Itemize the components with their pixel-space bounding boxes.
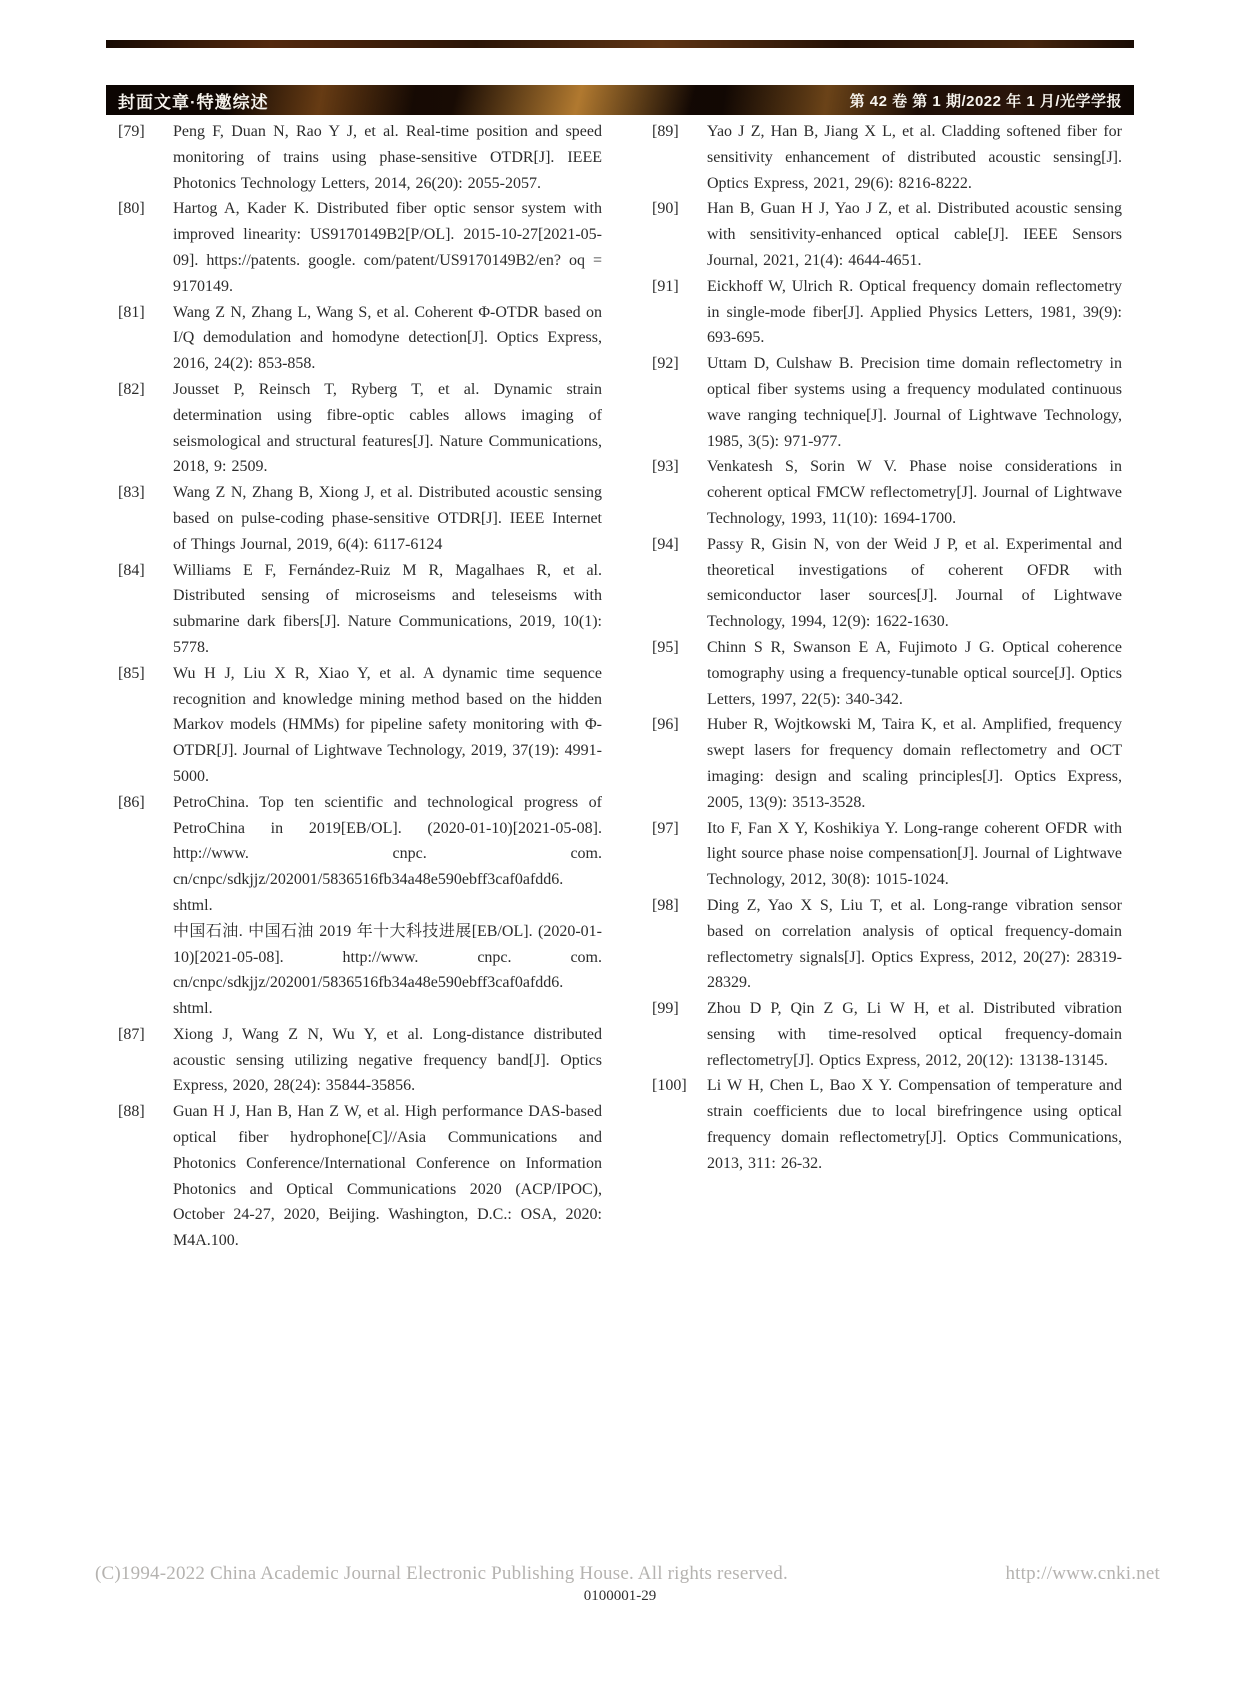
reference-number: [79] [118, 123, 145, 140]
reference-item [118, 558, 602, 661]
reference-paragraph: Zhou D P, Qin Z G, Li W H, et al. Distributed vibration sensing with time-resolved optical frequency-domain reflectometry[J]. Optics Express, 2012, 20(12): 13138-13145. [707, 1000, 1122, 1069]
reference-number: [84] [118, 561, 145, 579]
reference-number: [91] [652, 277, 679, 295]
reference-text [173, 558, 602, 661]
reference-number: [92] [652, 355, 679, 373]
reference-number: [83] [118, 484, 145, 502]
reference-number: [98] [652, 896, 679, 914]
reference-text [707, 196, 1122, 273]
header-bar [106, 85, 1134, 115]
reference-paragraph: Uttam D, Culshaw B. Precision time domain reflectometry in optical fiber systems using a frequency modulated continuous wave ranging technique[J]. Journal of Lightwave Technology, 1985, 3(5): 971-977. [707, 355, 1122, 450]
reference-paragraph: Williams E F, Fernández-Ruiz M R, Magalhaes R, et al. Distributed sensing of microseisms and teleseisms with submarine dark fibers[J]. Nature Communications, 2019, 10(1): 5778. [173, 561, 602, 656]
reference-text [707, 454, 1122, 531]
reference-text [173, 1022, 602, 1099]
reference-paragraph: 中国石油. 中国石油 2019 年十大科技进展[EB/OL]. (2020-01-10)[2021-05-08]. http://www. cnpc. com. cn/cnpc/sdkjjz/202001/5836516fb34a48e590ebff3caf0afdd6. shtml. [173, 922, 602, 1018]
reference-number: [85] [118, 664, 145, 682]
reference-number: [93] [652, 458, 679, 476]
reference-number: [99] [652, 1000, 679, 1018]
reference-text [707, 635, 1122, 712]
reference-item [652, 274, 1122, 351]
header-section-title: 封面文章·特邀综述 [118, 92, 269, 112]
reference-number: [100] [652, 1077, 687, 1095]
reference-paragraph: Eickhoff W, Ulrich R. Optical frequency domain reflectometry in single-mode fiber[J]. Applied Physics Letters, 1981, 39(9): 693-695. [707, 277, 1122, 347]
reference-text [707, 274, 1122, 351]
reference-item [118, 1099, 602, 1254]
reference-paragraph: Venkatesh S, Sorin W V. Phase noise considerations in coherent optical FMCW reflectometry[J]. Journal of Lightwave Technology, 1993, 11(10): 1694-1700. [707, 458, 1122, 527]
reference-number: [87] [118, 1025, 145, 1043]
reference-number: [95] [652, 638, 679, 656]
reference-paragraph: Peng F, Duan N, Rao Y J, et al. Real-time position and speed monitoring of trains using phase-sensitive OTDR[J]. IEEE Photonics Technology Letters, 2014, 26(20): 2055-2057. [173, 123, 602, 192]
reference-text [173, 196, 602, 299]
reference-number: [97] [652, 819, 679, 837]
reference-paragraph: Huber R, Wojtkowski M, Taira K, et al. Amplified, frequency swept lasers for frequency domain reflectometry and OCT imaging: design and scaling principles[J]. Optics Express, 2005, 13(9): 3513-3528. [707, 716, 1122, 811]
reference-text [173, 300, 602, 377]
reference-text [707, 893, 1122, 996]
reference-text [707, 351, 1122, 454]
reference-item [652, 532, 1122, 635]
references-section [118, 119, 1122, 1254]
reference-paragraph: Xiong J, Wang Z N, Wu Y, et al. Long-distance distributed acoustic sensing utilizing negative frequency band[J]. Optics Express, 2020, 28(24): 35844-35856. [173, 1025, 602, 1095]
reference-paragraph: Wang Z N, Zhang B, Xiong J, et al. Distributed acoustic sensing based on pulse-coding phase-sensitive OTDR[J]. IEEE Internet of Things Journal, 2019, 6(4): 6117-6124 [173, 484, 602, 553]
reference-text [173, 1099, 602, 1254]
reference-paragraph: Yao J Z, Han B, Jiang X L, et al. Cladding softened fiber for sensitivity enhancement of distributed acoustic sensing[J]. Optics Express, 2021, 29(6): 8216-8222. [707, 123, 1122, 192]
reference-number: [94] [652, 535, 679, 553]
reference-text [707, 816, 1122, 893]
reference-item [118, 1022, 602, 1099]
copyright-notice: (C)1994-2022 China Academic Journal Electronic Publishing House. All rights reserved. [95, 1563, 788, 1584]
reference-text [707, 996, 1122, 1073]
reference-item [652, 893, 1122, 996]
reference-item [652, 996, 1122, 1073]
reference-paragraph: Chinn S R, Swanson E A, Fujimoto J G. Optical coherence tomography using a frequency-tunable optical source[J]. Optics Letters, 1997, 22(5): 340-342. [707, 638, 1122, 708]
reference-paragraph: Li W H, Chen L, Bao X Y. Compensation of temperature and strain coefficients due to local birefringence using optical frequency domain reflectometry[J]. Optics Communications, 2013, 311: 26-32. [707, 1077, 1122, 1172]
reference-paragraph: PetroChina. Top ten scientific and technological progress of PetroChina in 2019[EB/OL]. (2020-01-10)[2021-05-08]. http://www. cnpc. com. cn/cnpc/sdkjjz/202001/5836516fb34a48e590ebff3caf0afdd6. shtml. [173, 793, 602, 914]
reference-text [173, 119, 602, 196]
references-column-left [118, 119, 602, 1254]
reference-item [652, 816, 1122, 893]
header-issue-info: 第 42 卷 第 1 期/2022 年 1 月/光学学报 [849, 92, 1122, 110]
reference-item [652, 196, 1122, 273]
reference-item [118, 119, 602, 196]
reference-item [118, 790, 602, 1022]
reference-item [652, 1073, 1122, 1176]
reference-number: [89] [652, 123, 679, 140]
reference-item [652, 635, 1122, 712]
reference-number: [82] [118, 380, 145, 398]
cnki-url: http://www.cnki.net [1005, 1563, 1160, 1584]
reference-item [118, 661, 602, 790]
reference-text [173, 790, 602, 1022]
reference-number: [90] [652, 200, 679, 218]
reference-number: [80] [118, 200, 145, 218]
reference-paragraph: Ding Z, Yao X S, Liu T, et al. Long-range vibration sensor based on correlation analysis of optical frequency-domain reflectometry signals[J]. Optics Express, 2012, 20(27): 28319-28329. [707, 896, 1122, 992]
reference-item [118, 196, 602, 299]
reference-text [707, 119, 1122, 196]
reference-paragraph: Hartog A, Kader K. Distributed fiber optic sensor system with improved linearity: US9170149B2[P/OL]. 2015-10-27[2021-05-09]. https://patents. google. com/patent/US9170149B2/en? oq = 9170149. [173, 200, 602, 295]
reference-item [118, 377, 602, 480]
reference-text [173, 377, 602, 480]
reference-paragraph: Han B, Guan H J, Yao J Z, et al. Distributed acoustic sensing with sensitivity-enhanced optical cable[J]. IEEE Sensors Journal, 2021, 21(4): 4644-4651. [707, 200, 1122, 269]
reference-item [118, 480, 602, 557]
references-column-right [652, 119, 1122, 1254]
decorative-top-strip [106, 40, 1134, 48]
reference-paragraph: Wang Z N, Zhang L, Wang S, et al. Coherent Φ-OTDR based on I/Q demodulation and homodyne detection[J]. Optics Express, 2016, 24(2): 853-858. [173, 303, 602, 373]
reference-number: [81] [118, 303, 145, 321]
reference-paragraph: Ito F, Fan X Y, Koshikiya Y. Long-range coherent OFDR with light source phase noise compensation[J]. Journal of Lightwave Technology, 2012, 30(8): 1015-1024. [707, 819, 1122, 889]
reference-item [652, 119, 1122, 196]
reference-item [652, 712, 1122, 815]
reference-item [652, 454, 1122, 531]
reference-text [707, 1073, 1122, 1176]
reference-text [707, 532, 1122, 635]
reference-item [652, 351, 1122, 454]
reference-number: [86] [118, 793, 145, 811]
reference-text [707, 712, 1122, 815]
reference-paragraph: Guan H J, Han B, Han Z W, et al. High performance DAS-based optical fiber hydrophone[C]//Asia Communications and Photonics Conference/International Conference on Information Photonics and Optical Communications 2020 (ACP/IPOC), October 24-27, 2020, Beijing. Washington, D.C.: OSA, 2020: M4A.100. [173, 1103, 602, 1250]
footer-copyright-line [95, 1563, 1160, 1585]
reference-text [173, 661, 602, 790]
reference-number: [96] [652, 716, 679, 734]
reference-paragraph: Passy R, Gisin N, von der Weid J P, et al. Experimental and theoretical investigations of coherent OFDR with semiconductor laser sources[J]. Journal of Lightwave Technology, 1994, 12(9): 1622-1630. [707, 535, 1122, 631]
reference-item [118, 300, 602, 377]
reference-paragraph: Jousset P, Reinsch T, Ryberg T, et al. Dynamic strain determination using fibre-optic cables allows imaging of seismological and structural features[J]. Nature Communications, 2018, 9: 2509. [173, 380, 602, 476]
reference-number: [88] [118, 1103, 145, 1121]
reference-paragraph: Wu H J, Liu X R, Xiao Y, et al. A dynamic time sequence recognition and knowledge mining method based on the hidden Markov models (HMMs) for pipeline safety monitoring with Φ-OTDR[J]. Journal of Lightwave Technology, 2019, 37(19): 4991-5000. [173, 664, 602, 785]
reference-text [173, 480, 602, 557]
page-number: 0100001-29 [583, 1588, 657, 1604]
